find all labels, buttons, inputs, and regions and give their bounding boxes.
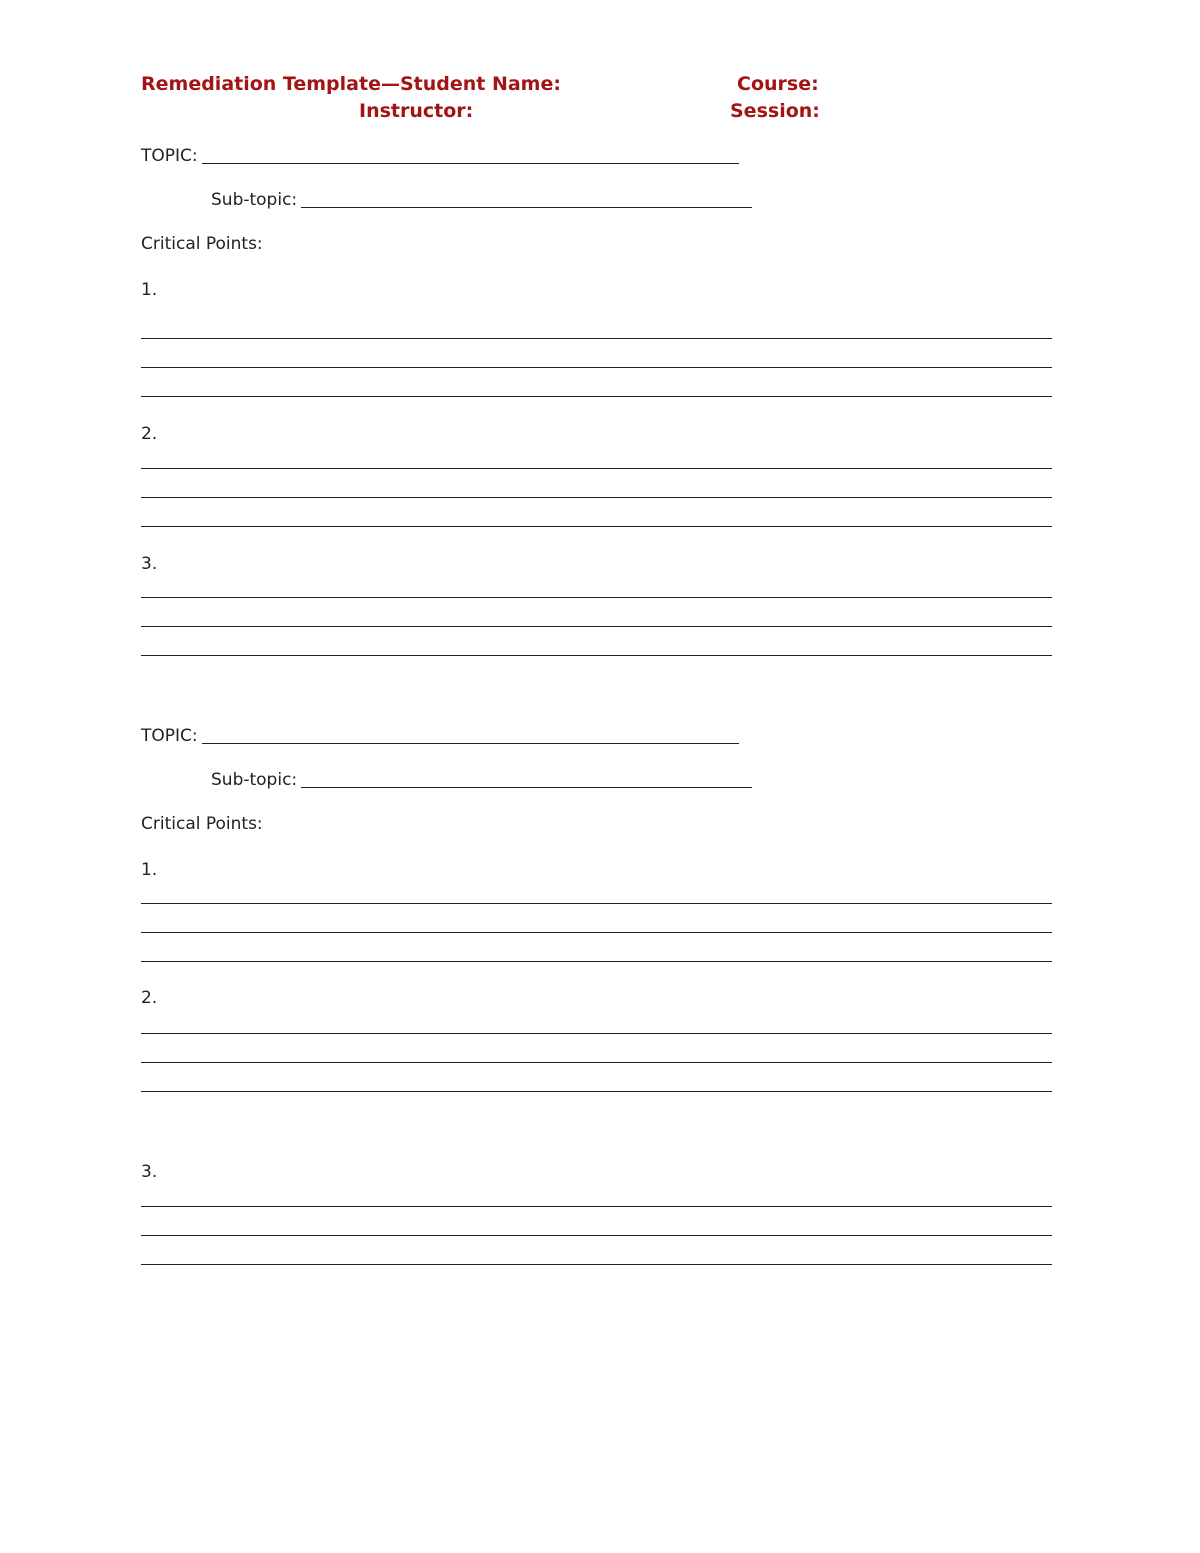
topic-label: TOPIC: bbox=[141, 146, 198, 166]
topic-field[interactable] bbox=[141, 148, 739, 165]
answer-line[interactable] bbox=[141, 367, 1052, 368]
topic-label: TOPIC: bbox=[141, 726, 198, 746]
answer-line[interactable] bbox=[141, 961, 1052, 962]
answer-line[interactable] bbox=[141, 468, 1052, 469]
answer-line[interactable] bbox=[141, 1062, 1052, 1063]
answer-line[interactable] bbox=[141, 1235, 1052, 1236]
answer-line[interactable] bbox=[141, 932, 1052, 933]
topic-blank[interactable] bbox=[202, 743, 739, 744]
answer-line[interactable] bbox=[141, 497, 1052, 498]
critical-points-label: Critical Points: bbox=[141, 234, 263, 254]
topic-field[interactable] bbox=[141, 728, 739, 745]
answer-line[interactable] bbox=[141, 597, 1052, 598]
answer-line[interactable] bbox=[141, 338, 1052, 339]
point-number: 2. bbox=[141, 988, 158, 1008]
critical-points-label: Critical Points: bbox=[141, 814, 263, 834]
point-number: 1. bbox=[141, 860, 158, 880]
answer-line[interactable] bbox=[141, 1206, 1052, 1207]
header-session: Session: bbox=[730, 100, 820, 122]
topic-blank[interactable] bbox=[202, 163, 739, 164]
header-course: Course: bbox=[737, 73, 819, 95]
point-number: 3. bbox=[141, 1162, 158, 1182]
answer-line[interactable] bbox=[141, 626, 1052, 627]
subtopic-label: Sub-topic: bbox=[211, 770, 298, 790]
header-title: Remediation Template—Student Name: bbox=[141, 73, 561, 95]
answer-line[interactable] bbox=[141, 1264, 1052, 1265]
point-number: 1. bbox=[141, 280, 158, 300]
subtopic-field[interactable] bbox=[211, 772, 752, 789]
point-number: 3. bbox=[141, 554, 158, 574]
answer-line[interactable] bbox=[141, 526, 1052, 527]
answer-line[interactable] bbox=[141, 1033, 1052, 1034]
answer-line[interactable] bbox=[141, 1091, 1052, 1092]
answer-line[interactable] bbox=[141, 903, 1052, 904]
subtopic-blank[interactable] bbox=[301, 207, 752, 208]
answer-line[interactable] bbox=[141, 396, 1052, 397]
header-instructor: Instructor: bbox=[359, 100, 474, 122]
answer-line[interactable] bbox=[141, 655, 1052, 656]
point-number: 2. bbox=[141, 424, 158, 444]
subtopic-field[interactable] bbox=[211, 192, 752, 209]
subtopic-label: Sub-topic: bbox=[211, 190, 298, 210]
subtopic-blank[interactable] bbox=[301, 787, 752, 788]
